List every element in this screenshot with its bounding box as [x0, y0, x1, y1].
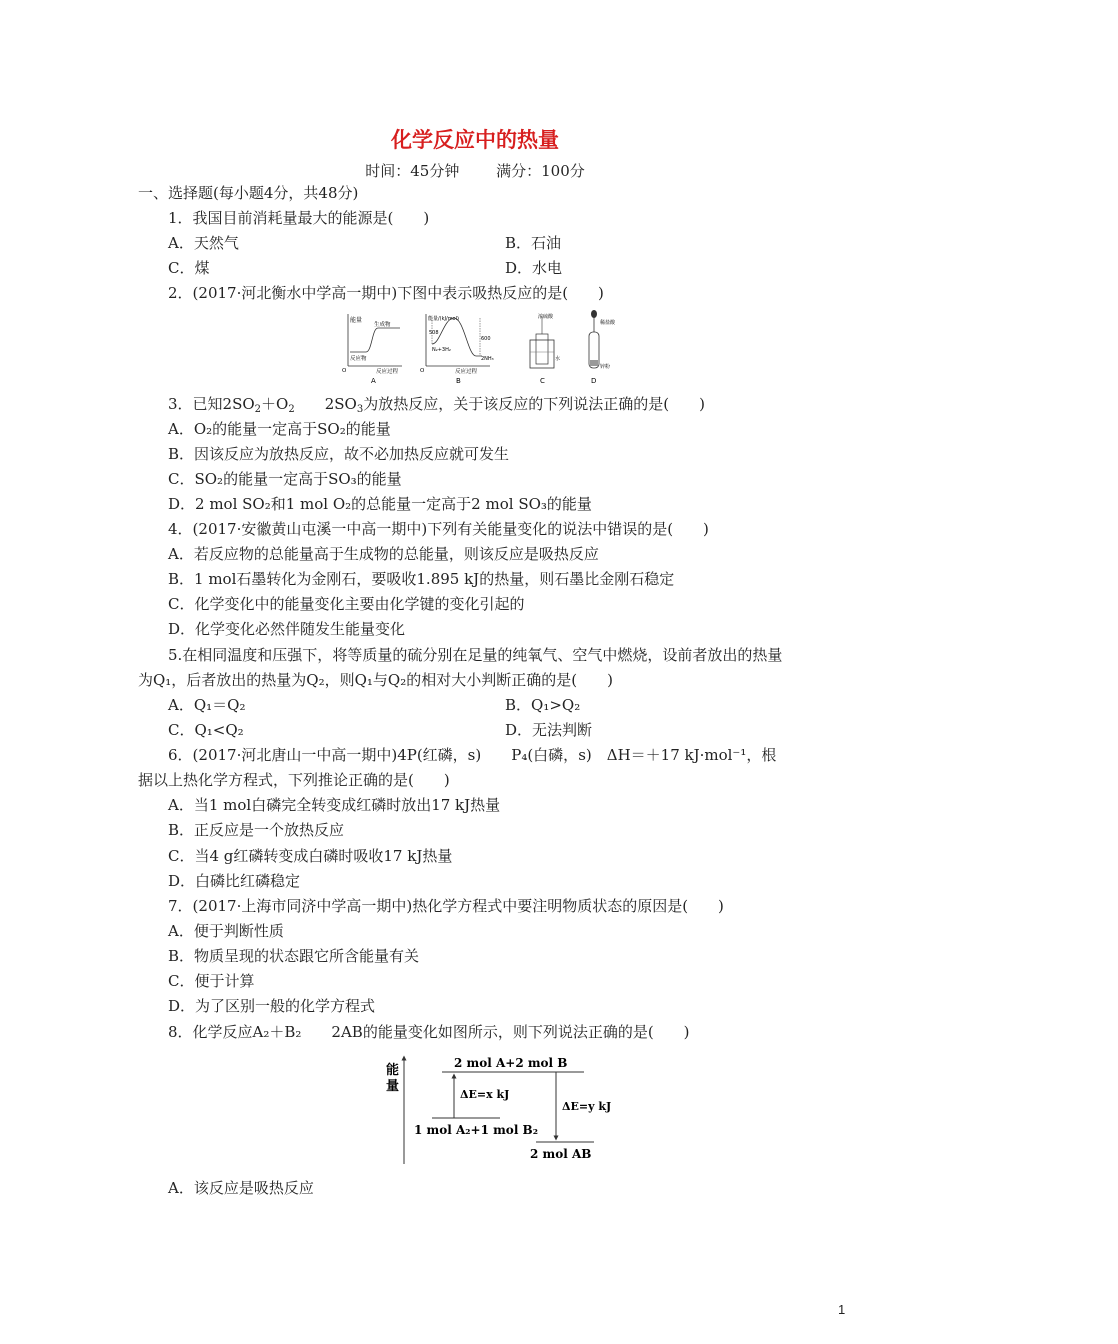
- q2-figures: [340, 308, 616, 385]
- q2d-acid: 稀盐酸: [600, 320, 616, 326]
- q7-option-a: A．便于判断性质: [168, 922, 284, 940]
- q2-figure-c: [530, 313, 560, 385]
- q6-stem-line1: 6．(2017·河北唐山一中高一期中)4P(红磷，s) P₄(白磷，s) ΔH＝＋17 kJ·mol⁻¹，根: [168, 746, 777, 764]
- q2c-water: 水: [555, 356, 561, 362]
- q2c-tag: C: [540, 377, 545, 385]
- q6-option-a: A．当1 mol白磷完全转变成红磷时放出17 kJ热量: [168, 796, 501, 814]
- q6-option-c: C．当4 g红磷转变成白磷时吸收17 kJ热量: [168, 847, 453, 865]
- q8-ylabel-1: 能: [386, 1063, 400, 1078]
- section-heading: 一、选择题(每小题4分，共48分): [138, 184, 359, 202]
- q5-options-row2: [0, 720, 1118, 740]
- q5-stem-line2: 为Q₁，后者放出的热量为Q₂，则Q₁与Q₂的相对大小判断正确的是( ): [138, 671, 613, 689]
- q1-stem: 1．我国目前消耗量最大的能源是( ): [168, 209, 430, 227]
- q4-option-d: D．化学变化必然伴随发生能量变化: [168, 620, 406, 638]
- q6-option-d: D．白磷比红磷稳定: [168, 872, 301, 890]
- q8-delta-y: ΔE=y kJ: [562, 1100, 612, 1113]
- q3-option-d: D．2 mol SO₂和1 mol O₂的总能量一定高于2 mol SO₃的能量: [168, 495, 592, 513]
- q5-options-row1: [0, 695, 1118, 715]
- q2d-tag: D: [591, 377, 597, 385]
- q8-stem: 8．化学反应A₂＋B₂ 2AB的能量变化如图所示，则下列说法正确的是( ): [168, 1023, 690, 1041]
- q4-option-b: B．1 mol石墨转化为金刚石，要吸收1.895 kJ的热量，则石墨比金刚石稳定: [168, 570, 675, 588]
- q8-ylabel-2: 量: [386, 1079, 400, 1094]
- q8-delta-x: ΔE=x kJ: [460, 1088, 510, 1101]
- q6-stem-line2: 据以上热化学方程式，下列推论正确的是( ): [138, 771, 450, 789]
- time-limit: 时间：45分钟: [365, 162, 460, 180]
- q8-bottom-level: 2 mol AB: [530, 1147, 592, 1161]
- q4-stem: 4．(2017·安徽黄山屯溪一中高一期中)下列有关能量变化的说法中错误的是( ): [168, 520, 709, 538]
- q2a-origin: O: [342, 368, 347, 374]
- q5-option-c: C．Q₁<Q₂: [168, 721, 244, 739]
- q4-option-c: C．化学变化中的能量变化主要由化学键的变化引起的: [168, 595, 525, 613]
- exam-meta: [0, 160, 950, 181]
- q5-stem-line1: 5.在相同温度和压强下，将等质量的硫分别在足量的纯氧气、空气中燃烧，设前者放出的热量: [168, 646, 783, 664]
- q8-energy-diagram: [384, 1052, 624, 1170]
- q2a-tag: A: [371, 377, 376, 385]
- q2c-acid: 浓硫酸: [538, 314, 554, 320]
- q3-stem: 3．已知$2SO_2+O_2$ $2SO_3$为放热反应，关于该反应的下列说法正确的是( ): [168, 395, 705, 415]
- q2b-reactant: N₂+3H₂: [432, 347, 451, 353]
- q4-option-a: A．若反应物的总能量高于生成物的总能量，则该反应是吸热反应: [168, 545, 599, 563]
- q3-option-c: C．SO₂的能量一定高于SO₃的能量: [168, 470, 402, 488]
- q1-option-c: C．煤: [168, 259, 210, 277]
- q8-top-level: 2 mol A+2 mol B: [454, 1056, 568, 1070]
- q6-option-b: B．正反应是一个放热反应: [168, 821, 345, 839]
- q2b-xlabel: 反应过程: [455, 369, 478, 375]
- q5-option-b: B．Q₁>Q₂: [505, 696, 581, 714]
- q2b-origin: O: [420, 368, 425, 374]
- q2a-ylabel: 能量: [350, 317, 363, 324]
- q8-mid-level: 1 mol A₂+1 mol B₂: [414, 1123, 538, 1137]
- q2a-xlabel: 反应过程: [376, 369, 399, 375]
- q2b-product: 2NH₃: [481, 356, 494, 362]
- q1-option-b: B．石油: [505, 234, 562, 252]
- q2d-metal: 锌粉: [600, 364, 611, 370]
- q7-stem: 7．(2017·上海市同济中学高一期中)热化学方程式中要注明物质状态的原因是( ): [168, 897, 724, 915]
- q2b-tag: B: [456, 377, 461, 385]
- q2-stem: 2．(2017·河北衡水中学高一期中)下图中表示吸热反应的是( ): [168, 284, 604, 302]
- q2-figure-a: [342, 314, 402, 385]
- page-title: 化学反应中的热量: [391, 127, 559, 152]
- q3-option-b: B．因该反应为放热反应，故不必加热反应就可发生: [168, 445, 510, 463]
- q1-options-row2: [0, 258, 1118, 278]
- q7-option-d: D．为了区别一般的化学方程式: [168, 997, 376, 1015]
- q2a-product: 生成物: [374, 322, 391, 328]
- q7-option-c: C．便于计算: [168, 972, 255, 990]
- q2b-ylabel: 能量/(kJ/mol): [428, 316, 459, 322]
- q2-figure-d: [589, 310, 616, 385]
- q2b-v508: 508: [429, 330, 439, 336]
- q1-options-row1: [0, 233, 1118, 253]
- q2b-v600: 600: [481, 336, 491, 342]
- q1-option-d: D．水电: [505, 259, 563, 277]
- page-number: 1: [838, 1302, 846, 1317]
- q5-option-a: A．Q₁＝Q₂: [168, 696, 246, 714]
- q1-option-a: A．天然气: [168, 234, 239, 252]
- q5-option-d: D．无法判断: [505, 721, 593, 739]
- q3-option-a: A．O₂的能量一定高于SO₂的能量: [168, 420, 391, 438]
- q7-option-b: B．物质呈现的状态跟它所含能量有关: [168, 947, 420, 965]
- q2-figure-b: [420, 314, 494, 385]
- full-score: 满分：100分: [496, 162, 585, 180]
- q8-option-a: A．该反应是吸热反应: [168, 1179, 314, 1197]
- q2a-reactant: 反应物: [350, 356, 367, 362]
